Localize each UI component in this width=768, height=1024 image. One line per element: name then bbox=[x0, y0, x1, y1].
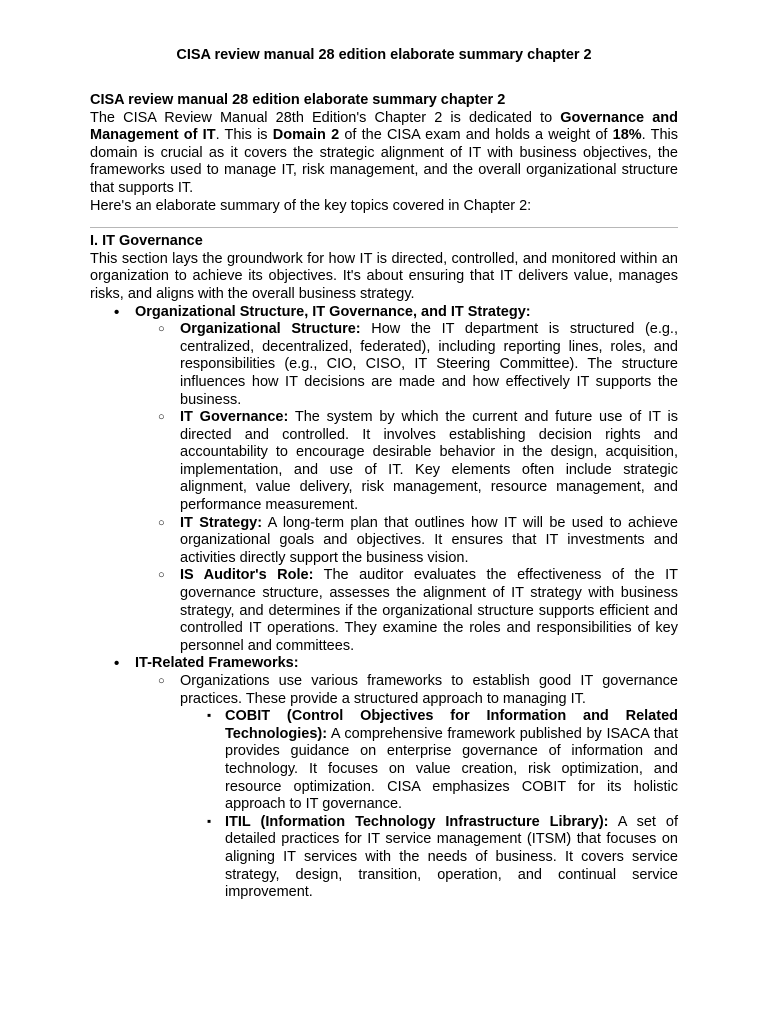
sub-item: ○ IT Governance: The system by which the current and future use of IT is directed and controlled. It involves establishing decision rights and accountability to encourage desirable behavior in the design, acquisition, implementation, and use of IT. Key elements often include strategic alignment, value delivery, risk management, resource management, and performance measurement. bbox=[158, 409, 678, 514]
sub-item: ○ IT Strategy: A long-term plan that outlines how IT will be used to achieve organizational goals and objectives. It ensures that IT investments and activities directly support the business vision. bbox=[158, 514, 678, 566]
intro-paragraph: The CISA Review Manual 28th Edition's Chapter 2 is dedicated to Governance and Management of IT. This is Domain 2 of the CISA exam and holds a weight of 18%. This domain is crucial as it covers the strategic alignment of IT with business objectives, the frameworks used to manage IT, risk management, and the overall organizational structure that supports IT. bbox=[90, 109, 678, 196]
sub-list bbox=[135, 673, 678, 902]
circle-bullet-icon: ○ bbox=[158, 323, 165, 336]
circle-bullet-icon: ○ bbox=[158, 516, 165, 529]
framework-item: ▪ ITIL (Information Technology Infrastructure Library): A set of detailed practices for IT service management (ITSM) that focuses on aligning IT services with the needs of business. It covers service strategy, design, transition, operation, and continual service improvement. bbox=[207, 813, 679, 901]
square-bullet-icon: ▪ bbox=[207, 708, 212, 723]
sub-item: ○ IS Auditor's Role: The auditor evaluates the effectiveness of the IT governance structure, assesses the alignment of IT strategy with business strategy, and determines if the organizational structure supports efficient and controlled IT operations. They examine the roles and responsibilities of key personnel and committees. bbox=[158, 567, 678, 654]
sub-list bbox=[135, 321, 678, 655]
section-divider bbox=[90, 227, 678, 228]
section-heading: I. IT Governance bbox=[90, 233, 203, 250]
circle-bullet-icon: ○ bbox=[158, 411, 165, 424]
lead-paragraph: Here's an elaborate summary of the key topics covered in Chapter 2: bbox=[90, 197, 532, 214]
document-body bbox=[90, 92, 678, 902]
circle-bullet-icon: ○ bbox=[158, 569, 165, 582]
bullet-item bbox=[90, 304, 678, 656]
document-title: CISA review manual 28 edition elaborate summary chapter 2 bbox=[176, 47, 592, 63]
bullet-list bbox=[90, 304, 678, 902]
sub-item: ○ Organizations use various frameworks to establish good IT governance practices. These provide a structured approach to managing IT. ▪ COBIT (Control Objectives for Information and Related Technologies): A comprehensive framework published by ISACA that provides guidance on enterprise governance of information and technology. It focuses on value creation, risk optimization, and resource optimization. CISA emphasizes COBIT for its holistic approach to IT governance. ▪ ITIL (Information Technology Infrastructure Library): A set of detailed practices for IT service management (ITSM) that focuses on aligning IT services with the needs of business. It covers service strategy, design, transition, operation, and continual service improvement. bbox=[158, 673, 679, 901]
section-body: This section lays the groundwork for how IT is directed, controlled, and monitored within an organization to achieve its objectives. It's about ensuring that IT delivers value, manages risks, and aligns with the overall business strategy. bbox=[90, 250, 678, 302]
framework-item: ▪ COBIT (Control Objectives for Information and Related Technologies): A comprehensive framework published by ISACA that provides guidance on enterprise governance of information and technology. It focuses on value creation, risk optimization, and resource optimization. CISA emphasizes COBIT for its holistic approach to IT governance. bbox=[207, 708, 678, 813]
document-heading: CISA review manual 28 edition elaborate summary chapter 2 bbox=[90, 92, 506, 108]
bullet-label: • Organizational Structure, IT Governance, and IT Strategy: bbox=[135, 304, 678, 322]
circle-bullet-icon: ○ bbox=[158, 675, 165, 687]
bullet-item bbox=[90, 655, 678, 901]
square-bullet-icon: ▪ bbox=[207, 813, 212, 828]
framework-list bbox=[180, 708, 678, 902]
bullet-label: • IT-Related Frameworks: bbox=[135, 655, 678, 673]
sub-item: ○ Organizational Structure: How the IT department is structured (e.g., centralized, decentralized, federated), including reporting lines, roles, and responsibilities (e.g., CIO, CISO, IT Steering Committee). The structure influences how IT decisions are made and how effectively IT supports the business. bbox=[158, 321, 678, 408]
